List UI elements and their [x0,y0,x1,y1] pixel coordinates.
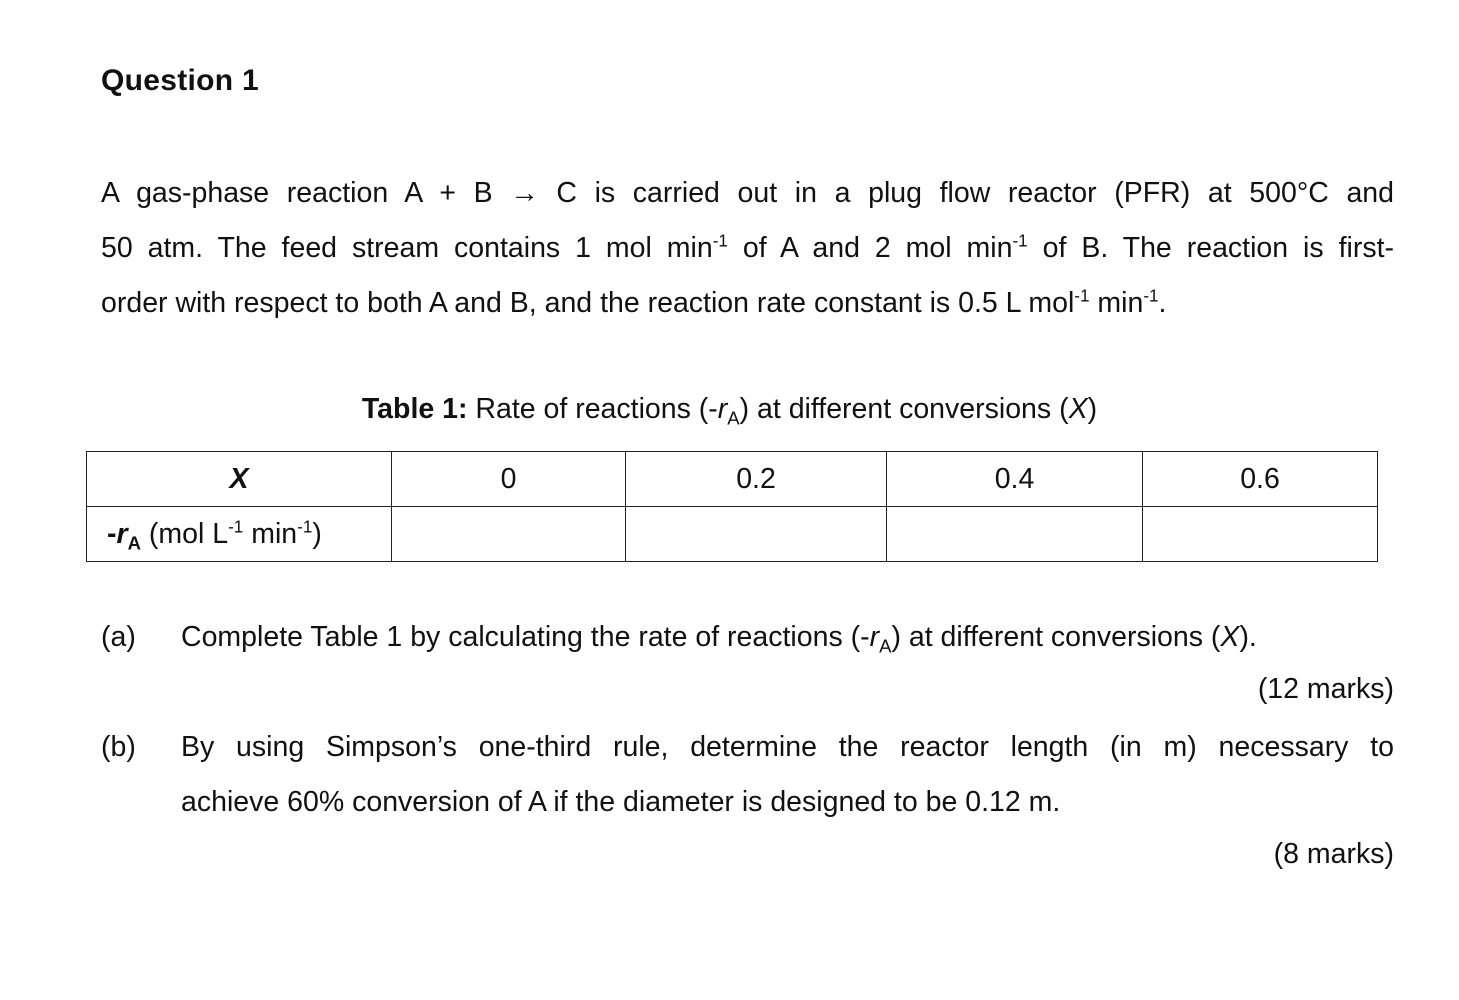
conversion-cell: 0.2 [626,452,887,507]
part-b-line-1: By using Simpson’s one-third rule, determine the reactor length (in m) necessary to [181,731,1394,763]
rate-answer-cell[interactable] [887,507,1143,562]
rate-answer-cell[interactable] [392,507,626,562]
part-a-text: Complete Table 1 by calculating the rate of reactions $(-r_A)$ at different conversions (X). [181,621,1257,657]
question-title: Question 1 [101,64,260,97]
conversion-cell: 0.4 [887,452,1143,507]
part-b [101,720,1394,830]
rate-table [86,451,1378,562]
part-a [101,610,1394,665]
part-b-label: (b) [101,731,136,763]
statement-line-1: A gas-phase reaction A + B → C is carried out in a plug flow reactor (PFR) at 500°C and [101,177,1394,209]
problem-statement [101,166,1394,331]
rate-answer-cell[interactable] [626,507,887,562]
table-row-rate [87,507,1378,562]
part-b-text [181,720,1394,830]
part-b-marks: (8 marks) [1273,838,1394,870]
statement-line-2: 50 atm. The feed stream contains 1 mol $\min^{-1}$ of A and 2 mol $\min^{-1}$ of B. The reaction is first- [101,231,1394,264]
conversion-cell: 0.6 [1143,452,1378,507]
part-a-label: (a) [101,621,136,653]
rate-header-cell: $-r_A$ (mol $L^{-1}$ $\min^{-1}$) [87,507,392,562]
rate-answer-cell[interactable] [1143,507,1378,562]
statement-line-3: order with respect to both A and B, and the reaction rate constant is 0.5 L mol$^{-1}$ $\min^{-1}$. [101,286,1167,319]
table-row-conversion [87,452,1378,507]
part-b-line-2: achieve 60% conversion of A if the diameter is designed to be 0.12 m. [181,786,1061,818]
table-caption: Table 1: Rate of reactions $(-r_A)$ at different conversions (X) [361,393,1098,429]
conversion-header-cell: X [87,452,392,507]
part-a-marks: (12 marks) [1257,673,1394,705]
conversion-cell: 0 [392,452,626,507]
